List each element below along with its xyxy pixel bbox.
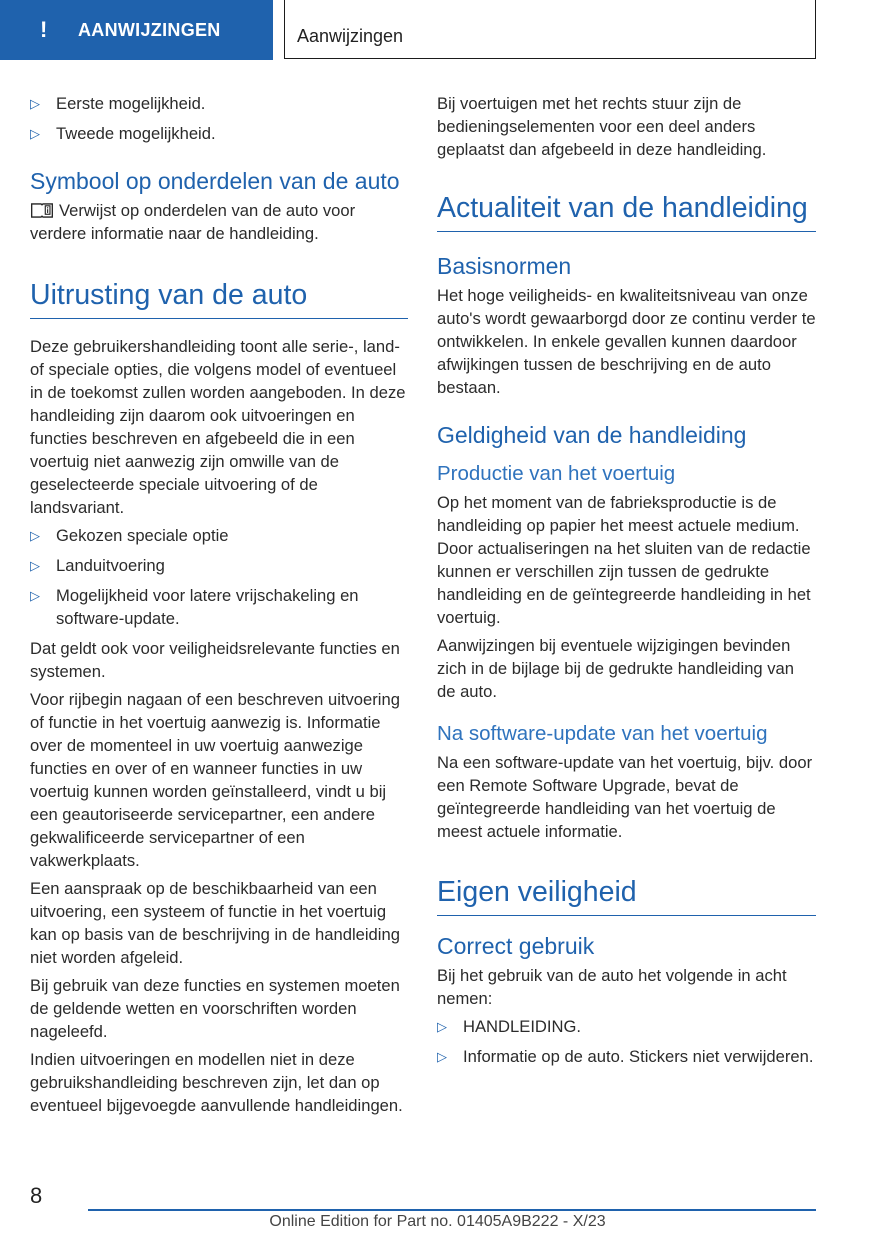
list-item: ▷ Landuitvoering bbox=[30, 556, 165, 575]
triangle-right-icon: ▷ bbox=[30, 126, 40, 141]
symbol-paragraph: Verwijst op onderdelen van de auto voor verdere informatie naar de handleiding. bbox=[30, 201, 356, 243]
basisnormen-heading: Basisnormen bbox=[437, 253, 572, 279]
basisnormen-paragraph: Het hoge veiligheids- en kwaliteitsniveau van onze auto's wordt gewaarborgd door ze continu verder te ontwikkelen. In enkele gevallen kunnen daardoor afwijkingen tussen de beschrijving en de auto bestaan. bbox=[437, 286, 816, 397]
left-column bbox=[30, 92, 408, 1122]
production-heading: Productie van het voertuig bbox=[437, 462, 676, 485]
triangle-right-icon: ▷ bbox=[437, 1049, 447, 1064]
triangle-right-icon: ▷ bbox=[437, 1019, 447, 1034]
correct-use-list bbox=[437, 1015, 816, 1068]
equipment-paragraph-2: Dat geldt ook voor veiligheidsrelevante functies en systemen. bbox=[30, 639, 400, 681]
list-item: ▷ Gekozen speciale optie bbox=[30, 526, 229, 545]
footer-edition: Online Edition for Part no. 01405A9B222 - X/23 bbox=[269, 1213, 606, 1230]
actuality-heading: Actualiteit van de handleiding bbox=[437, 191, 816, 232]
list-item: ▷ HANDLEIDING. bbox=[437, 1017, 582, 1036]
chapter-tab bbox=[0, 0, 273, 60]
software-update-paragraph: Na een software-update van het voertuig, bijv. door een Remote Software Upgrade, bevat de geïntegreerde handleiding van het voertuig de meest actuele informatie. bbox=[437, 753, 813, 841]
equipment-paragraph-4: Een aanspraak op de beschikbaarheid van een uitvoering, een systeem of functie in het voertuig kan op basis van de beschrijving in de handleiding niet worden afgeleid. bbox=[30, 879, 400, 967]
header-title-box bbox=[284, 0, 816, 59]
triangle-right-icon: ▷ bbox=[30, 558, 40, 573]
footer-divider bbox=[88, 1209, 816, 1211]
equipment-paragraph-1: Deze gebruikershandleiding toont alle serie-, land- of speciale opties, die volgens model of eventueel in de toekomst zullen worden aangeboden. In deze handleiding zijn daarom ook uitvoeringen en functies beschreven en afgebeeld die in een voertuig niet aanwezig zijn omwille van de geselecteerde speciale uitvoering of de landsvariant. bbox=[30, 337, 406, 517]
correct-use-paragraph: Bij het gebruik van de auto het volgende in acht nemen: bbox=[437, 966, 787, 1008]
list-item: ▷ Mogelijkheid voor latere vrijschakeling en software-update. bbox=[30, 586, 359, 628]
list-item: ▷ Eerste mogelijkheid. bbox=[30, 94, 206, 113]
list-item: ▷ Informatie op de auto. Stickers niet verwijderen. bbox=[437, 1047, 814, 1066]
safety-heading: Eigen veiligheid bbox=[437, 875, 816, 916]
triangle-right-icon: ▷ bbox=[30, 588, 40, 603]
equipment-paragraph-3: Voor rijbegin nagaan of een beschreven uitvoering of functie in het voertuig aanwezig is. Informatie over de momenteel in uw voertuig aanwezige functies en over of en wanneer functies in uw voertuig kunnen worden geïnstalleerd, vindt u bij een geautoriseerde servicepartner, een andere gekwalificeerde servicepartner of een vakwerkplaats. bbox=[30, 690, 400, 870]
page-number: 8 bbox=[30, 1183, 43, 1208]
triangle-right-icon: ▷ bbox=[30, 528, 40, 543]
correct-use-heading: Correct gebruik bbox=[437, 933, 595, 959]
book-info-icon bbox=[30, 203, 54, 218]
equipment-paragraph-5: Bij gebruik van deze functies en systemen moeten de geldende wetten en voorschriften worden nageleefd. bbox=[30, 976, 400, 1041]
symbol-heading: Symbool op onderdelen van de auto bbox=[30, 168, 400, 194]
validity-heading: Geldigheid van de handleiding bbox=[437, 422, 747, 448]
production-paragraph: Op het moment van de fabrieksproductie is de handleiding op papier het meest actuele medium. Door actualiseringen na het sluiten van de redactie kunnen er verschillen zijn tussen de gedrukte handleiding en de geïntegreerde handleiding in het voertuig. bbox=[437, 493, 811, 627]
right-column bbox=[437, 92, 816, 1075]
options-list bbox=[30, 92, 408, 145]
triangle-right-icon: ▷ bbox=[30, 96, 40, 111]
equipment-heading: Uitrusting van de auto bbox=[30, 278, 408, 319]
chapter-tab-label: AANWIJZINGEN bbox=[78, 19, 221, 40]
warning-mark: ! bbox=[40, 17, 48, 42]
list-item: ▷ Tweede mogelijkheid. bbox=[30, 124, 216, 143]
equipment-list bbox=[30, 524, 408, 630]
steering-paragraph: Bij voertuigen met het rechts stuur zijn de bedieningselementen voor een deel anders geplaatst dan afgebeeld in deze handleiding. bbox=[437, 94, 767, 159]
changes-paragraph: Aanwijzingen bij eventuele wijzigingen bevinden zich in de bijlage bij de gedrukte handleiding van de auto. bbox=[437, 636, 795, 701]
software-update-heading: Na software-update van het voertuig bbox=[437, 722, 768, 745]
page-title: Aanwijzingen bbox=[297, 26, 404, 46]
equipment-paragraph-6: Indien uitvoeringen en modellen niet in deze gebruikshandleiding beschreven zijn, let dan op eventueel bijgevoegde aanvullende handleidingen. bbox=[30, 1050, 403, 1115]
